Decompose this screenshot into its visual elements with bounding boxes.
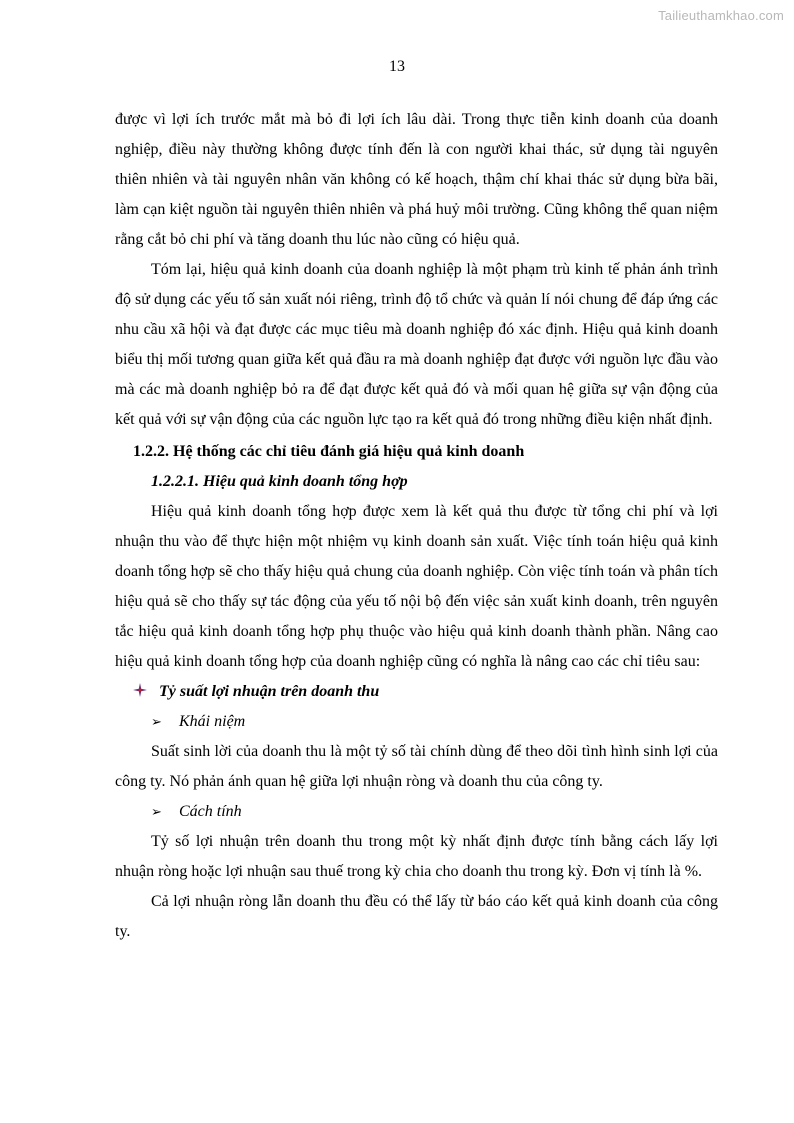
- section-heading: 1.2.2. Hệ thống các chỉ tiêu đánh giá hiệu quả kinh doanh: [133, 443, 525, 460]
- page-number: 13: [389, 58, 405, 75]
- bullet-heading-text: Tỷ suất lợi nhuận trên doanh thu: [159, 683, 380, 700]
- bullet-heading: [115, 677, 718, 707]
- sub-heading-text: Cách tính: [179, 803, 242, 820]
- paragraph: được vì lợi ích trước mắt mà bỏ đi lợi ích lâu dài. Trong thực tiễn kinh doanh của doanh nghiệp, điều này thường không được tính đến là con người khai thác, sử dụng tài nguyên thiên nhiên và tài nguyên nhân văn không có kế hoạch, thậm chí khai thác sử dụng bừa bãi, làm cạn kiệt nguồn tài nguyên thiên nhiên và phá huỷ môi trường. Cũng không thể quan niệm rằng cắt bỏ chi phí và tăng doanh thu lúc nào cũng có hiệu quả.: [115, 111, 718, 248]
- paragraph: Hiệu quả kinh doanh tổng hợp được xem là kết quả thu được từ tổng chi phí và lợi nhuận thu vào để thực hiện một nhiệm vụ kinh doanh sản xuất. Việc tính toán hiệu quả kinh doanh tổng hợp sẽ cho thấy hiệu quả chung của doanh nghiệp. Còn việc tính toán và phân tích hiệu quả sẽ cho thấy sự tác động của yếu tố nội bộ đến việc sản xuất kinh doanh, trên nguyên tắc hiệu quả kinh doanh tổng hợp phụ thuộc vào hiệu quả kinh doanh thành phần. Nâng cao hiệu quả kinh doanh tổng hợp của doanh nghiệp cũng có nghĩa là nâng cao các chỉ tiêu sau:: [115, 503, 718, 670]
- paragraph: Tóm lại, hiệu quả kinh doanh của doanh nghiệp là một phạm trù kinh tế phản ánh trình độ sử dụng các yếu tố sản xuất nói riêng, trình độ tổ chức và quản lí nói chung để đáp ứng các nhu cầu xã hội và đạt được các mục tiêu mà doanh nghiệp đó xác định. Hiệu quả kinh doanh biểu thị mối tương quan giữa kết quả đầu ra mà doanh nghiệp đạt được với nguồn lực đầu vào mà các mà doanh nghiệp bỏ ra để đạt được kết quả đó và mối quan hệ giữa sự vận động của kết quả với sự vận động của các nguồn lực tạo ra kết quả đó trong những điều kiện nhất định.: [115, 261, 718, 428]
- four-point-star-icon: [133, 678, 147, 692]
- sub-heading: [115, 797, 718, 827]
- document-body: [115, 105, 718, 947]
- sub-heading-text: Khái niệm: [179, 713, 246, 730]
- arrowhead-icon: ➢: [151, 714, 162, 729]
- arrowhead-icon: ➢: [151, 804, 162, 819]
- paragraph: Tỷ số lợi nhuận trên doanh thu trong một kỳ nhất định được tính bằng cách lấy lợi nhuận ròng hoặc lợi nhuận sau thuế trong kỳ chia cho doanh thu trong kỳ. Đơn vị tính là %.: [115, 833, 718, 880]
- sub-heading: [115, 707, 718, 737]
- paragraph: Cả lợi nhuận ròng lẫn doanh thu đều có thể lấy từ báo cáo kết quả kinh doanh của công ty.: [115, 893, 718, 940]
- watermark: Tailieuthamkhao.com: [658, 8, 784, 23]
- paragraph: Suất sinh lời của doanh thu là một tỷ số tài chính dùng để theo dõi tình hình sinh lợi của công ty. Nó phản ánh quan hệ giữa lợi nhuận ròng và doanh thu của công ty.: [115, 743, 718, 790]
- subsection-heading: 1.2.2.1. Hiệu quả kinh doanh tổng hợp: [151, 473, 408, 490]
